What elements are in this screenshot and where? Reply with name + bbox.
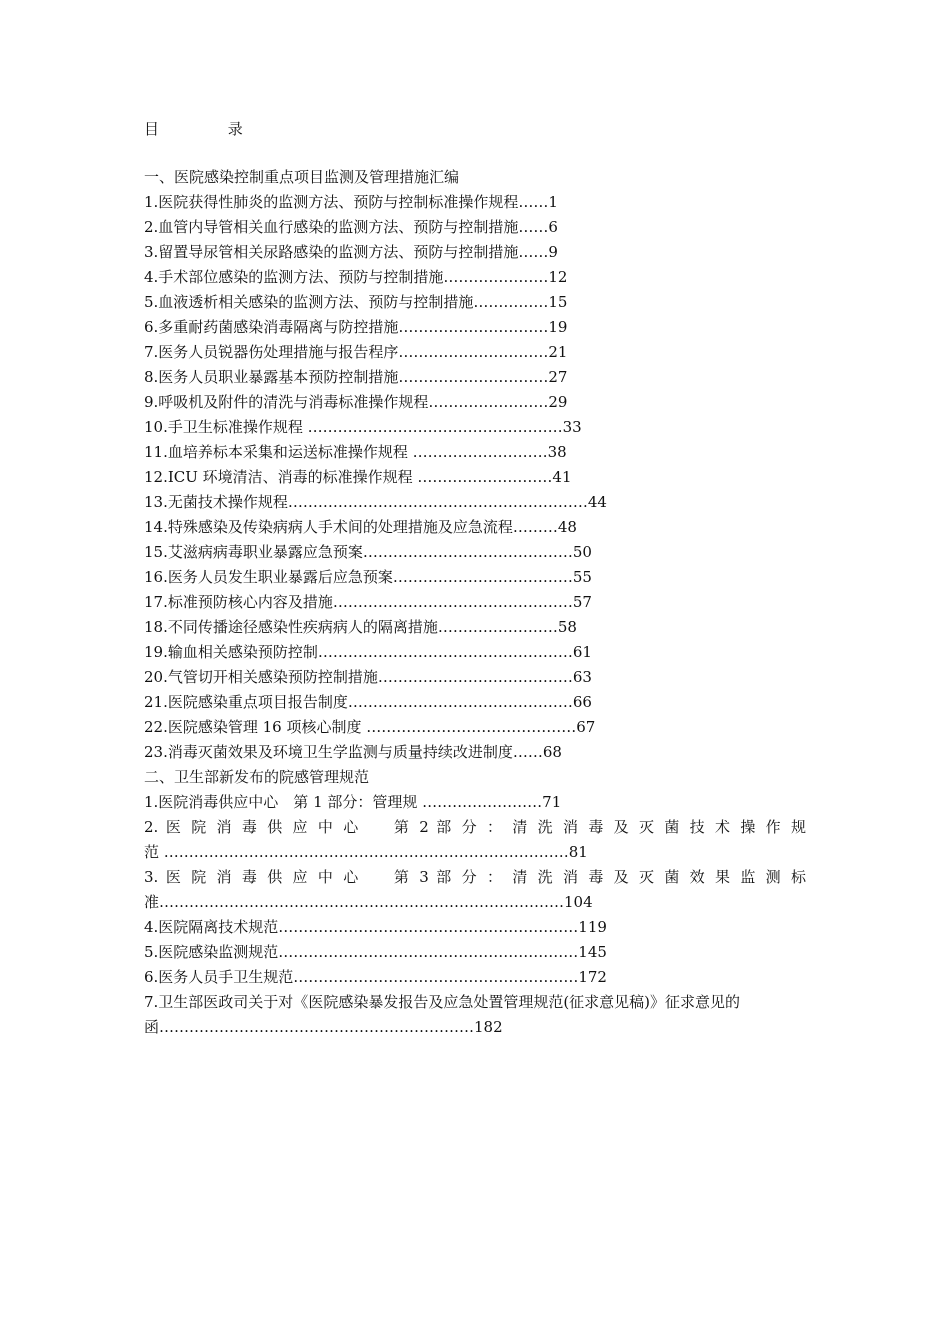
toc-entry-line2: 准………………………………………………………………………104 bbox=[144, 893, 593, 911]
toc-entry: 4.手术部位感染的监测方法、预防与控制措施…………………12 bbox=[144, 268, 568, 286]
toc-entry: 6.医务人员手卫生规范…………………………………………………172 bbox=[144, 968, 607, 986]
toc-entry: 20.气管切开相关感染预防控制措施…………………………………63 bbox=[144, 668, 592, 686]
toc-entry: 14.特殊感染及传染病病人手术间的处理措施及应急流程………48 bbox=[144, 518, 577, 536]
toc-entry: 23.消毒灭菌效果及环境卫生学监测与质量持续改进制度……68 bbox=[144, 743, 562, 761]
toc-entry: 10.手卫生标准操作规程 ……………………………………………33 bbox=[144, 418, 582, 436]
toc-entry: 9.呼吸机及附件的清洗与消毒标准操作规程……………………29 bbox=[144, 393, 568, 411]
section-1-heading: 一、医院感染控制重点项目监测及管理措施汇编 bbox=[144, 168, 460, 186]
toc-entry-line1: 3. 医 院 消 毒 供 应 中 心 第 3 部 分 ： 清 洗 消 毒 及 灭 菌 效 果 监 测 标 bbox=[144, 868, 806, 886]
toc-entry: 3.留置导尿管相关尿路感染的监测方法、预防与控制措施……9 bbox=[144, 243, 558, 261]
toc-entry-line1: 7.卫生部医政司关于对《医院感染暴发报告及应急处置管理规范(征求意见稿)》征求意见的 bbox=[144, 993, 741, 1011]
toc-entry: 17.标准预防核心内容及措施…………………………………………57 bbox=[144, 593, 592, 611]
toc-entry: 8.医务人员职业暴露基本预防控制措施…………………………27 bbox=[144, 368, 568, 386]
toc-entry: 4.医院隔离技术规范……………………………………………………119 bbox=[144, 918, 607, 936]
toc-entry: 22.医院感染管理 16 项核心制度 ……………………………………67 bbox=[144, 718, 596, 736]
toc-entry: 5.医院感染监测规范……………………………………………………145 bbox=[144, 943, 607, 961]
toc-entry-line2: 范 ………………………………………………………………………81 bbox=[144, 843, 588, 861]
toc-entry: 7.医务人员锐器伤处理措施与报告程序…………………………21 bbox=[144, 343, 568, 361]
toc-entry: 19.输血相关感染预防控制……………………………………………61 bbox=[144, 643, 592, 661]
section-2-heading: 二、卫生部新发布的院感管理规范 bbox=[144, 768, 370, 786]
toc-entry: 1.医院获得性肺炎的监测方法、预防与控制标准操作规程……1 bbox=[144, 193, 558, 211]
toc-entry: 12.ICU 环境清洁、消毒的标准操作规程 ………………………41 bbox=[144, 468, 572, 486]
toc-entry: 6.多重耐药菌感染消毒隔离与防控措施…………………………19 bbox=[144, 318, 568, 336]
toc-entry: 11.血培养标本采集和运送标准操作规程 ………………………38 bbox=[144, 443, 567, 461]
toc-entry-line2: 函………………………………………………………182 bbox=[144, 1018, 503, 1036]
toc-entry: 18.不同传播途径感染性疾病病人的隔离措施……………………58 bbox=[144, 618, 577, 636]
toc-entry: 1.医院消毒供应中心 第 1 部分：管理规 ……………………71 bbox=[144, 793, 562, 811]
toc-entry-line1: 2. 医 院 消 毒 供 应 中 心 第 2 部 分 ： 清 洗 消 毒 及 灭 菌 技 术 操 作 规 bbox=[144, 818, 806, 836]
toc-entry: 13.无菌技术操作规程……………………………………………………44 bbox=[144, 493, 607, 511]
toc-title: 目 录 bbox=[144, 120, 275, 138]
toc-entry: 5.血液透析相关感染的监测方法、预防与控制措施……………15 bbox=[144, 293, 568, 311]
toc-entry: 15.艾滋病病毒职业暴露应急预案……………………………………50 bbox=[144, 543, 592, 561]
toc-entry: 21.医院感染重点项目报告制度………………………………………66 bbox=[144, 693, 592, 711]
toc-entry: 16.医务人员发生职业暴露后应急预案………………………………55 bbox=[144, 568, 592, 586]
toc-entry: 2.血管内导管相关血行感染的监测方法、预防与控制措施……6 bbox=[144, 218, 558, 236]
